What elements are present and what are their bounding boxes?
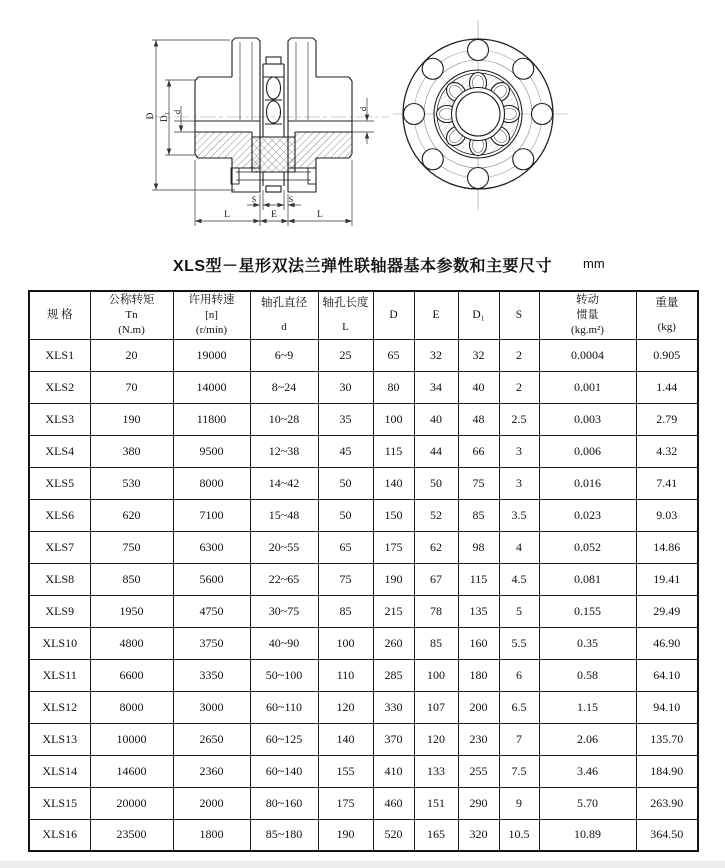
value-cell: 85 (458, 499, 499, 531)
dim-label-L-left: L (224, 210, 230, 220)
value-cell: 14.86 (636, 531, 698, 563)
value-cell: 9500 (173, 435, 250, 467)
unit-label: mm (583, 256, 605, 271)
value-cell: 110 (318, 659, 373, 691)
column-header-line: Tn (125, 309, 138, 322)
value-cell: 175 (373, 531, 414, 563)
table-row (29, 435, 698, 467)
value-cell: 20 (90, 339, 173, 371)
dim-label-D: D (146, 112, 156, 120)
technical-drawing (0, 0, 725, 250)
value-cell: 60~125 (250, 723, 318, 755)
value-cell: 5600 (173, 563, 250, 595)
table-row (29, 659, 698, 691)
spec-cell: XLS15 (29, 787, 90, 819)
value-cell: 0.35 (539, 627, 636, 659)
value-cell: 151 (414, 787, 458, 819)
value-cell: 190 (373, 563, 414, 595)
column-header-line: D₁ (472, 308, 485, 321)
value-cell: 620 (90, 499, 173, 531)
value-cell: 75 (318, 563, 373, 595)
value-cell: 190 (318, 819, 373, 851)
spec-cell: XLS1 (29, 339, 90, 371)
value-cell: 40 (458, 371, 499, 403)
table-row (29, 691, 698, 723)
column-header-S (499, 291, 539, 339)
value-cell: 6600 (90, 659, 173, 691)
value-cell: 66 (458, 435, 499, 467)
value-cell: 32 (458, 339, 499, 371)
value-cell: 3.46 (539, 755, 636, 787)
value-cell: 6300 (173, 531, 250, 563)
spec-cell: XLS16 (29, 819, 90, 851)
value-cell: 10.5 (499, 819, 539, 851)
value-cell: 19.41 (636, 563, 698, 595)
value-cell: 3750 (173, 627, 250, 659)
table-row (29, 499, 698, 531)
table-row (29, 819, 698, 851)
table-row (29, 467, 698, 499)
spec-cell: XLS3 (29, 403, 90, 435)
value-cell: 8000 (173, 467, 250, 499)
value-cell: 10~28 (250, 403, 318, 435)
value-cell: 100 (373, 403, 414, 435)
dim-label-D1: D₁ (160, 111, 170, 123)
column-header-line: 轴孔长度 (322, 297, 369, 310)
value-cell: 2650 (173, 723, 250, 755)
value-cell: 2.06 (539, 723, 636, 755)
value-cell: 45 (318, 435, 373, 467)
value-cell: 3.5 (499, 499, 539, 531)
value-cell: 85 (318, 595, 373, 627)
value-cell: 120 (414, 723, 458, 755)
value-cell: 0.905 (636, 339, 698, 371)
front-view (393, 20, 568, 210)
value-cell: 80 (373, 371, 414, 403)
table-row (29, 339, 698, 371)
value-cell: 2.5 (499, 403, 539, 435)
value-cell: 19000 (173, 339, 250, 371)
value-cell: 5 (499, 595, 539, 627)
value-cell: 120 (318, 691, 373, 723)
value-cell: 50 (318, 467, 373, 499)
value-cell: 9.03 (636, 499, 698, 531)
value-cell: 230 (458, 723, 499, 755)
column-header-line: D (389, 308, 398, 321)
table-header (29, 291, 698, 339)
value-cell: 25 (318, 339, 373, 371)
value-cell: 3 (499, 435, 539, 467)
table-body (29, 339, 698, 851)
value-cell: 133 (414, 755, 458, 787)
column-header-line: 转动 (576, 294, 599, 307)
value-cell: 0.023 (539, 499, 636, 531)
dim-label-S-left: S (251, 195, 257, 204)
spec-cell: XLS6 (29, 499, 90, 531)
value-cell: 4750 (173, 595, 250, 627)
value-cell: 29.49 (636, 595, 698, 627)
value-cell: 0.016 (539, 467, 636, 499)
value-cell: 11800 (173, 403, 250, 435)
value-cell: 65 (373, 339, 414, 371)
value-cell: 4800 (90, 627, 173, 659)
value-cell: 364.50 (636, 819, 698, 851)
column-header-line: E (432, 308, 440, 321)
value-cell: 10.89 (539, 819, 636, 851)
value-cell: 115 (458, 563, 499, 595)
value-cell: 14000 (173, 371, 250, 403)
value-cell: 175 (318, 787, 373, 819)
value-cell: 98 (458, 531, 499, 563)
table-row (29, 595, 698, 627)
value-cell: 7100 (173, 499, 250, 531)
table-row (29, 627, 698, 659)
value-cell: 20000 (90, 787, 173, 819)
value-cell: 50 (414, 467, 458, 499)
value-cell: 7.41 (636, 467, 698, 499)
side-view (146, 38, 390, 226)
spec-cell: XLS11 (29, 659, 90, 691)
value-cell: 15~48 (250, 499, 318, 531)
value-cell: 6 (499, 659, 539, 691)
dim-label-S-right: S (288, 195, 294, 204)
value-cell: 20~55 (250, 531, 318, 563)
value-cell: 285 (373, 659, 414, 691)
column-header-line: 惯量 (576, 309, 599, 322)
page-title: XLS型－星形双法兰弹性联轴器基本参数和主要尺寸 (172, 258, 553, 275)
value-cell: 44 (414, 435, 458, 467)
spec-cell: XLS9 (29, 595, 90, 627)
value-cell: 155 (318, 755, 373, 787)
value-cell: 2 (499, 371, 539, 403)
value-cell: 135.70 (636, 723, 698, 755)
value-cell: 7 (499, 723, 539, 755)
value-cell: 0.0004 (539, 339, 636, 371)
value-cell: 0.58 (539, 659, 636, 691)
dim-label-d-left: d (172, 109, 182, 115)
column-header-line: d (281, 321, 287, 334)
value-cell: 520 (373, 819, 414, 851)
spec-cell: XLS8 (29, 563, 90, 595)
table-row (29, 371, 698, 403)
dim-label-E: E (271, 210, 277, 220)
value-cell: 35 (318, 403, 373, 435)
column-header-bore-dia (250, 291, 318, 339)
column-header-line: L (342, 321, 349, 334)
value-cell: 184.90 (636, 755, 698, 787)
value-cell: 4 (499, 531, 539, 563)
column-header-speed (173, 291, 250, 339)
value-cell: 14~42 (250, 467, 318, 499)
column-header-line: 轴孔直径 (261, 297, 307, 310)
value-cell: 0.052 (539, 531, 636, 563)
value-cell: 330 (373, 691, 414, 723)
spec-cell: XLS7 (29, 531, 90, 563)
page-bottom-strip (0, 861, 725, 868)
value-cell: 107 (414, 691, 458, 723)
value-cell: 100 (318, 627, 373, 659)
value-cell: 320 (458, 819, 499, 851)
spec-cell: XLS10 (29, 627, 90, 659)
spec-cell: XLS12 (29, 691, 90, 723)
column-header-line: (kg.m²) (571, 323, 604, 336)
value-cell: 290 (458, 787, 499, 819)
value-cell: 94.10 (636, 691, 698, 723)
value-cell: 4.5 (499, 563, 539, 595)
spec-cell: XLS5 (29, 467, 90, 499)
value-cell: 1950 (90, 595, 173, 627)
value-cell: 64.10 (636, 659, 698, 691)
value-cell: 370 (373, 723, 414, 755)
value-cell: 0.081 (539, 563, 636, 595)
value-cell: 5.5 (499, 627, 539, 659)
table-row (29, 755, 698, 787)
value-cell: 60~140 (250, 755, 318, 787)
value-cell: 9 (499, 787, 539, 819)
value-cell: 150 (373, 499, 414, 531)
value-cell: 65 (318, 531, 373, 563)
table-row (29, 723, 698, 755)
column-header-line: (kg) (657, 321, 676, 334)
column-header-E (414, 291, 458, 339)
value-cell: 40 (414, 403, 458, 435)
table-row (29, 563, 698, 595)
spec-cell: XLS14 (29, 755, 90, 787)
value-cell: 5.70 (539, 787, 636, 819)
value-cell: 160 (458, 627, 499, 659)
value-cell: 34 (414, 371, 458, 403)
value-cell: 50 (318, 499, 373, 531)
value-cell: 165 (414, 819, 458, 851)
value-cell: 70 (90, 371, 173, 403)
value-cell: 135 (458, 595, 499, 627)
value-cell: 40~90 (250, 627, 318, 659)
value-cell: 410 (373, 755, 414, 787)
value-cell: 10000 (90, 723, 173, 755)
value-cell: 12~38 (250, 435, 318, 467)
value-cell: 48 (458, 403, 499, 435)
value-cell: 8000 (90, 691, 173, 723)
value-cell: 215 (373, 595, 414, 627)
column-header-D (373, 291, 414, 339)
value-cell: 78 (414, 595, 458, 627)
value-cell: 115 (373, 435, 414, 467)
value-cell: 8~24 (250, 371, 318, 403)
parameters-table (28, 290, 699, 852)
value-cell: 850 (90, 563, 173, 595)
value-cell: 52 (414, 499, 458, 531)
column-header-line: (r/min) (195, 323, 228, 336)
value-cell: 140 (373, 467, 414, 499)
dim-label-d-right: d (358, 106, 368, 112)
spec-cell: XLS4 (29, 435, 90, 467)
value-cell: 3 (499, 467, 539, 499)
value-cell: 190 (90, 403, 173, 435)
value-cell: 6.5 (499, 691, 539, 723)
value-cell: 2000 (173, 787, 250, 819)
column-header-D1 (458, 291, 499, 339)
column-header-line: [n] (205, 309, 218, 322)
value-cell: 30 (318, 371, 373, 403)
value-cell: 1.15 (539, 691, 636, 723)
value-cell: 750 (90, 531, 173, 563)
value-cell: 62 (414, 531, 458, 563)
value-cell: 60~110 (250, 691, 318, 723)
table-row (29, 787, 698, 819)
value-cell: 1800 (173, 819, 250, 851)
value-cell: 180 (458, 659, 499, 691)
table-row (29, 531, 698, 563)
value-cell: 2.79 (636, 403, 698, 435)
column-header-line: 许用转速 (188, 294, 235, 307)
value-cell: 46.90 (636, 627, 698, 659)
value-cell: 263.90 (636, 787, 698, 819)
value-cell: 7.5 (499, 755, 539, 787)
value-cell: 0.006 (539, 435, 636, 467)
column-header-torque (90, 291, 173, 339)
spec-cell: XLS2 (29, 371, 90, 403)
value-cell: 85 (414, 627, 458, 659)
table-row (29, 403, 698, 435)
value-cell: 380 (90, 435, 173, 467)
column-header-inertia (539, 291, 636, 339)
value-cell: 0.003 (539, 403, 636, 435)
value-cell: 2360 (173, 755, 250, 787)
column-header-line: 重量 (655, 297, 679, 310)
value-cell: 75 (458, 467, 499, 499)
value-cell: 260 (373, 627, 414, 659)
column-header-weight (636, 291, 698, 339)
value-cell: 530 (90, 467, 173, 499)
value-cell: 23500 (90, 819, 173, 851)
column-header-line: S (515, 308, 523, 321)
value-cell: 255 (458, 755, 499, 787)
value-cell: 200 (458, 691, 499, 723)
column-header-line: (N.m) (118, 323, 145, 336)
value-cell: 80~160 (250, 787, 318, 819)
dim-label-L-right: L (317, 210, 323, 220)
column-header-bore-len (318, 291, 373, 339)
column-header-spec (29, 291, 90, 339)
value-cell: 3350 (173, 659, 250, 691)
value-cell: 67 (414, 563, 458, 595)
value-cell: 100 (414, 659, 458, 691)
column-header-line: 公称转矩 (108, 294, 155, 307)
value-cell: 50~100 (250, 659, 318, 691)
value-cell: 0.001 (539, 371, 636, 403)
spec-cell: XLS13 (29, 723, 90, 755)
value-cell: 0.155 (539, 595, 636, 627)
value-cell: 140 (318, 723, 373, 755)
value-cell: 85~180 (250, 819, 318, 851)
value-cell: 460 (373, 787, 414, 819)
column-header-line: 规 格 (46, 308, 73, 321)
value-cell: 22~65 (250, 563, 318, 595)
value-cell: 14600 (90, 755, 173, 787)
value-cell: 1.44 (636, 371, 698, 403)
value-cell: 6~9 (250, 339, 318, 371)
value-cell: 3000 (173, 691, 250, 723)
value-cell: 4.32 (636, 435, 698, 467)
value-cell: 30~75 (250, 595, 318, 627)
title-row (0, 253, 725, 279)
value-cell: 2 (499, 339, 539, 371)
value-cell: 32 (414, 339, 458, 371)
